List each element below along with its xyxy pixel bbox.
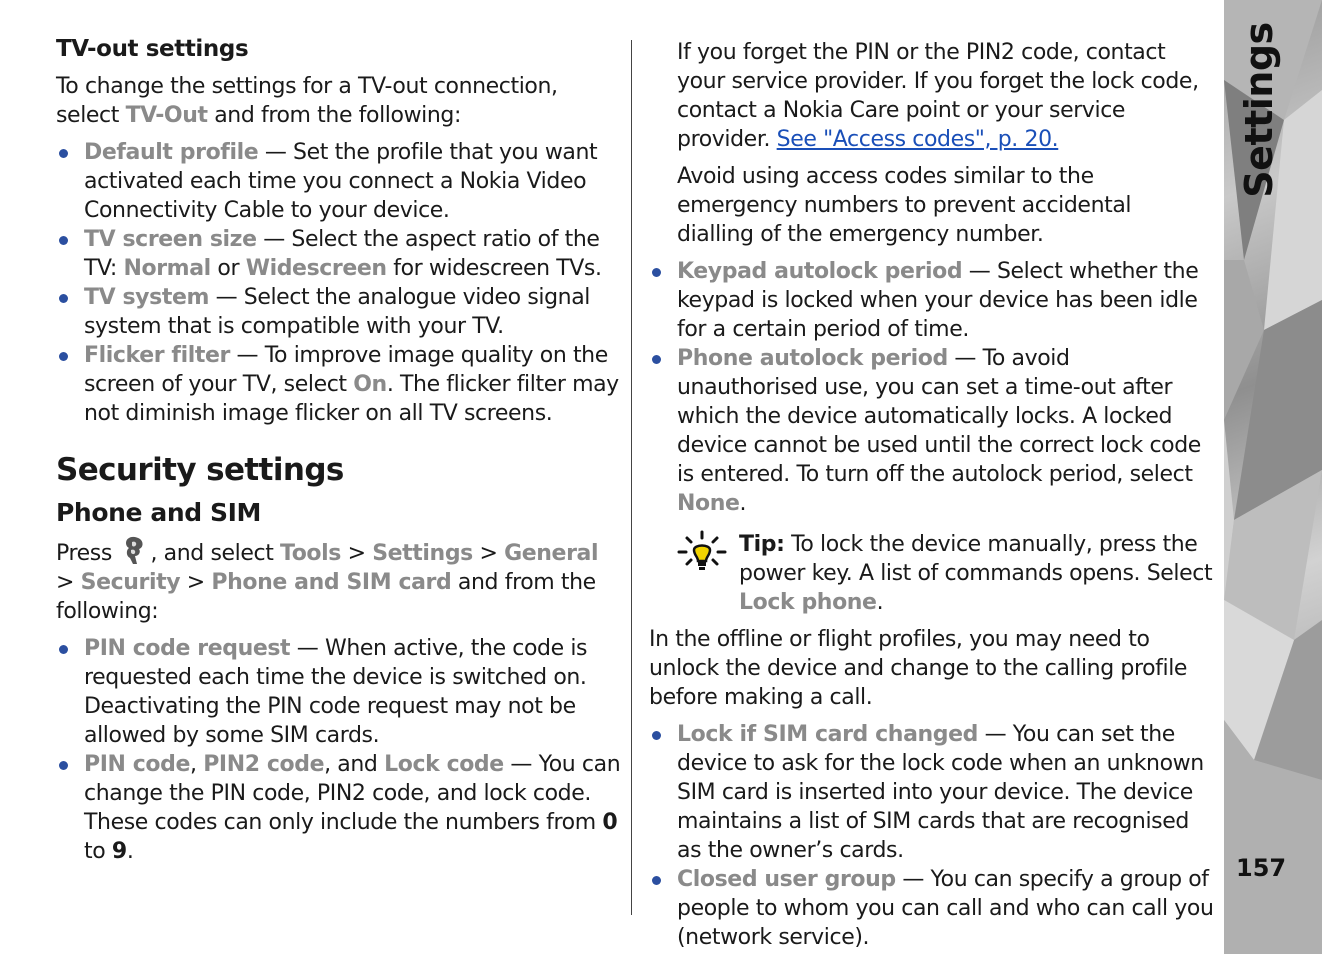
list-item: Keypad autolock period — Select whether the keypad is locked when your device has been idle for a certain period of time. [649, 257, 1214, 344]
right-column [649, 38, 1214, 952]
security-intro: Press , and select Tools > Settings > General > Security > Phone and SIM card and from the following: [56, 534, 621, 626]
access-codes-link[interactable]: See "Access codes", p. 20. [776, 127, 1059, 152]
tvout-list [56, 138, 621, 428]
avoid-paragraph: Avoid using access codes similar to the emergency numbers to prevent accidental dialling of the emergency number. [677, 164, 1132, 247]
list-item: TV system — Select the analogue video signal system that is compatible with your TV. [56, 283, 621, 341]
forget-paragraph: If you forget the PIN or the PIN2 code, contact your service provider. If you forget the lock code, contact a Nokia Care point or your service provider. See "Access codes", p. 20. [677, 40, 1199, 152]
column-divider [631, 40, 632, 915]
menu-term: TV-Out [125, 103, 208, 128]
list-item: PIN code, PIN2 code, and Lock code — You can change the PIN code, PIN2 code, and lock code. These codes can only include the numbers from 0 to 9. [56, 750, 621, 866]
tip-box: Tip: To lock the device manually, press the power key. A list of commands opens. Select Lock phone. [649, 530, 1214, 617]
list-item: PIN code request — When active, the code is requested each time the device is switched on. Deactivating the PIN code request may not be allowed by some SIM cards. [56, 634, 621, 750]
list-item: TV screen size — Select the aspect ratio of the TV: Normal or Widescreen for widescreen TVs. [56, 225, 621, 283]
page-number: 157 [1236, 854, 1287, 882]
list-item: Default profile — Set the profile that you want activated each time you connect a Nokia Video Connectivity Cable to your device. [56, 138, 621, 225]
tvout-intro: To change the settings for a TV-out connection, select TV-Out and from the following: [56, 74, 558, 128]
security-heading: Security settings [56, 452, 344, 488]
sim-list [649, 720, 1214, 952]
menu-key-icon [121, 534, 149, 566]
list-item: Closed user group — You can specify a group of people to whom you can call and who can call you (network service). [649, 865, 1214, 952]
chapter-title: Settings [1237, 22, 1281, 198]
phone-sim-heading: Phone and SIM [56, 498, 262, 527]
autolock-list [649, 257, 1214, 518]
security-list [56, 634, 621, 866]
list-item: Lock if SIM card changed — You can set the device to ask for the lock code when an unknown SIM card is inserted into your device. The device maintains a list of SIM cards that are recognised as the owner’s cards. [649, 720, 1214, 865]
tvout-heading: TV-out settings [56, 36, 249, 62]
offline-paragraph: In the offline or flight profiles, you may need to unlock the device and change to the calling profile before making a call. [649, 627, 1188, 710]
list-item: Phone autolock period — To avoid unauthorised use, you can set a time-out after which the device automatically locks. A locked device cannot be used until the correct lock code is entered. To turn off the autolock period, select None. [649, 344, 1214, 518]
left-column [56, 34, 621, 866]
list-item: Flicker filter — To improve image quality on the screen of your TV, select On. The flicker filter may not diminish image flicker on all TV screens. [56, 341, 621, 428]
lightbulb-tip-icon [677, 530, 727, 574]
